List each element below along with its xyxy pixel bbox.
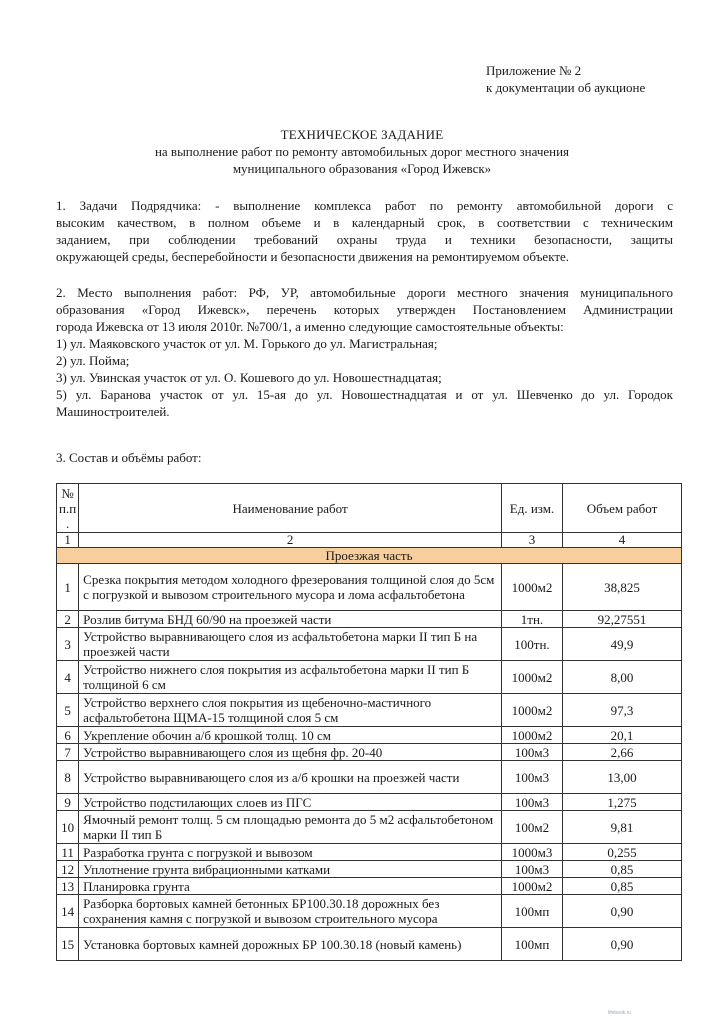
section-2-line: 2) ул. Пойма; <box>56 353 130 368</box>
appendix-note <box>486 62 645 96</box>
table-row <box>57 761 682 794</box>
row-unit: 1тн. <box>502 611 563 628</box>
row-num: 11 <box>57 844 79 861</box>
row-volume: 0,85 <box>563 878 682 895</box>
section-row <box>57 548 682 564</box>
watermark: lifebook.ru <box>608 1010 632 1016</box>
row-volume: 38,825 <box>563 564 682 611</box>
row-volume: 0,255 <box>563 844 682 861</box>
table-row <box>57 844 682 861</box>
section-2-line: города Ижевска от 13 июля 2010г. №700/1, а именно следующие самостоятельные объекты: <box>56 319 564 334</box>
row-volume: 0,90 <box>563 895 682 928</box>
row-unit: 100мп <box>502 928 563 961</box>
row-num: 13 <box>57 878 79 895</box>
section-2-line: 1) ул. Маяковского участок от ул. М. Горького до ул. Магистральная; <box>56 336 438 351</box>
table-header-row <box>57 484 682 533</box>
table-row <box>57 611 682 628</box>
row-name: Устройство выравнивающего слоя из асфальтобетона марки II тип Б на проезжей части <box>79 628 502 661</box>
table-row <box>57 811 682 844</box>
table-row <box>57 861 682 878</box>
row-unit: 1000м2 <box>502 727 563 744</box>
column-number: 3 <box>502 533 563 548</box>
section-1-line: окружающей среды, бесперебойности и безопасности движения на ремонтируемом объекте. <box>56 249 570 264</box>
row-volume: 9,81 <box>563 811 682 844</box>
row-name: Устройство верхнего слоя покрытия из щебеночно-мастичного асфальтобетона ЩМА-15 толщиной слоя 5 см <box>79 694 502 727</box>
section-2-line: образования «Город Ижевск», перечень которых утвержден Постановлением Администрации <box>56 302 673 317</box>
works-table <box>56 483 682 961</box>
row-name: Устройство выравнивающего слоя из а/б крошки на проезжей части <box>79 761 502 794</box>
row-volume: 8,00 <box>563 661 682 694</box>
row-volume: 13,00 <box>563 761 682 794</box>
row-name: Укрепление обочин а/б крошкой толщ. 10 см <box>79 727 502 744</box>
row-volume: 0,85 <box>563 861 682 878</box>
row-unit: 1000м2 <box>502 564 563 611</box>
section-2-line: 3) ул. Увинская участок от ул. О. Кошевого до ул. Новошестнадцатая; <box>56 370 442 385</box>
row-num: 6 <box>57 727 79 744</box>
row-volume: 0,90 <box>563 928 682 961</box>
section-2-paragraph <box>56 284 673 420</box>
section-1-paragraph <box>56 197 673 265</box>
title-line-1: ТЕХНИЧЕСКОЕ ЗАДАНИЕ <box>280 127 444 142</box>
row-num: 9 <box>57 794 79 811</box>
row-num: 10 <box>57 811 79 844</box>
row-num: 4 <box>57 661 79 694</box>
row-name: Устройство нижнего слоя покрытия из асфальтобетона марки II тип Б толщиной 6 см <box>79 661 502 694</box>
table-row <box>57 928 682 961</box>
row-num: 7 <box>57 744 79 761</box>
row-num: 3 <box>57 628 79 661</box>
column-number-row <box>57 533 682 548</box>
document-title <box>0 126 724 177</box>
row-name: Розлив битума БНД 60/90 на проезжей части <box>79 611 502 628</box>
column-number: 1 <box>57 533 79 548</box>
row-volume: 97,3 <box>563 694 682 727</box>
header-name: Наименование работ <box>79 484 502 533</box>
row-name: Ямочный ремонт толщ. 5 см площадью ремонта до 5 м2 асфальтобетоном марки II тип Б <box>79 811 502 844</box>
row-volume: 2,66 <box>563 744 682 761</box>
section-title: Проезжая часть <box>57 548 682 564</box>
section-3-heading: 3. Состав и объёмы работ: <box>56 450 202 465</box>
row-name: Уплотнение грунта вибрационными катками <box>79 861 502 878</box>
column-number: 2 <box>79 533 502 548</box>
row-unit: 100м3 <box>502 761 563 794</box>
appendix-line-1: Приложение № 2 <box>486 63 582 78</box>
row-num: 8 <box>57 761 79 794</box>
row-unit: 100м2 <box>502 811 563 844</box>
table-row <box>57 694 682 727</box>
row-unit: 100мп <box>502 895 563 928</box>
row-num: 1 <box>57 564 79 611</box>
row-unit: 1000м2 <box>502 661 563 694</box>
row-num: 14 <box>57 895 79 928</box>
row-unit: 1000м2 <box>502 878 563 895</box>
table-row <box>57 727 682 744</box>
row-name: Разборка бортовых камней бетонных БР100.30.18 дорожных без сохранения камня с погрузкой и вывозом строительного мусора <box>79 895 502 928</box>
title-line-2: на выполнение работ по ремонту автомобильных дорог местного значения <box>154 144 570 159</box>
row-name: Планировка грунта <box>79 878 502 895</box>
row-volume: 1,275 <box>563 794 682 811</box>
row-name: Разработка грунта с погрузкой и вывозом <box>79 844 502 861</box>
row-name: Установка бортовых камней дорожных БР 100.30.18 (новый камень) <box>79 928 502 961</box>
column-number: 4 <box>563 533 682 548</box>
row-volume: 20,1 <box>563 727 682 744</box>
table-row <box>57 661 682 694</box>
section-2-line: Машиностроителей. <box>56 404 170 419</box>
table-row <box>57 744 682 761</box>
appendix-line-2: к документации об аукционе <box>486 80 646 95</box>
row-volume: 49,9 <box>563 628 682 661</box>
row-num: 12 <box>57 861 79 878</box>
row-name: Устройство выравнивающего слоя из щебня фр. 20-40 <box>79 744 502 761</box>
row-unit: 100м3 <box>502 861 563 878</box>
row-name: Устройство подстилающих слоев из ПГС <box>79 794 502 811</box>
section-1-line: высоким качеством, в полном объеме и в календарный срок, в соответствии с техническим <box>56 215 673 230</box>
section-1-line: заданием, при соблюдении требований охраны труда и техники безопасности, защиты <box>56 232 673 247</box>
row-unit: 100тн. <box>502 628 563 661</box>
row-unit: 1000м2 <box>502 694 563 727</box>
header-unit: Ед. изм. <box>502 484 563 533</box>
row-num: 15 <box>57 928 79 961</box>
table-row <box>57 878 682 895</box>
row-name: Срезка покрытия методом холодного фрезерования толщиной слоя до 5см с погрузкой и вывозом строительного мусора и лома асфальтобетона <box>79 564 502 611</box>
row-num: 2 <box>57 611 79 628</box>
row-unit: 100м3 <box>502 744 563 761</box>
table-row <box>57 628 682 661</box>
table-row <box>57 564 682 611</box>
row-num: 5 <box>57 694 79 727</box>
section-2-line: 2. Место выполнения работ: РФ, УР, автомобильные дороги местного значения муниципального <box>56 285 673 300</box>
table-row <box>57 794 682 811</box>
header-num: № п.п . <box>57 484 79 533</box>
title-line-3: муниципального образования «Город Ижевск» <box>232 161 492 176</box>
section-2-line: 5) ул. Баранова участок от ул. 15-ая до ул. Новошестнадцатая и от ул. Шевченко до ул. Городок <box>56 387 673 402</box>
section-1-line: 1. Задачи Подрядчика: - выполнение комплекса работ по ремонту автомобильной дороги с <box>56 198 673 213</box>
table-row <box>57 895 682 928</box>
row-unit: 1000м3 <box>502 844 563 861</box>
row-unit: 100м3 <box>502 794 563 811</box>
row-volume: 92,27551 <box>563 611 682 628</box>
header-volume: Объем работ <box>563 484 682 533</box>
